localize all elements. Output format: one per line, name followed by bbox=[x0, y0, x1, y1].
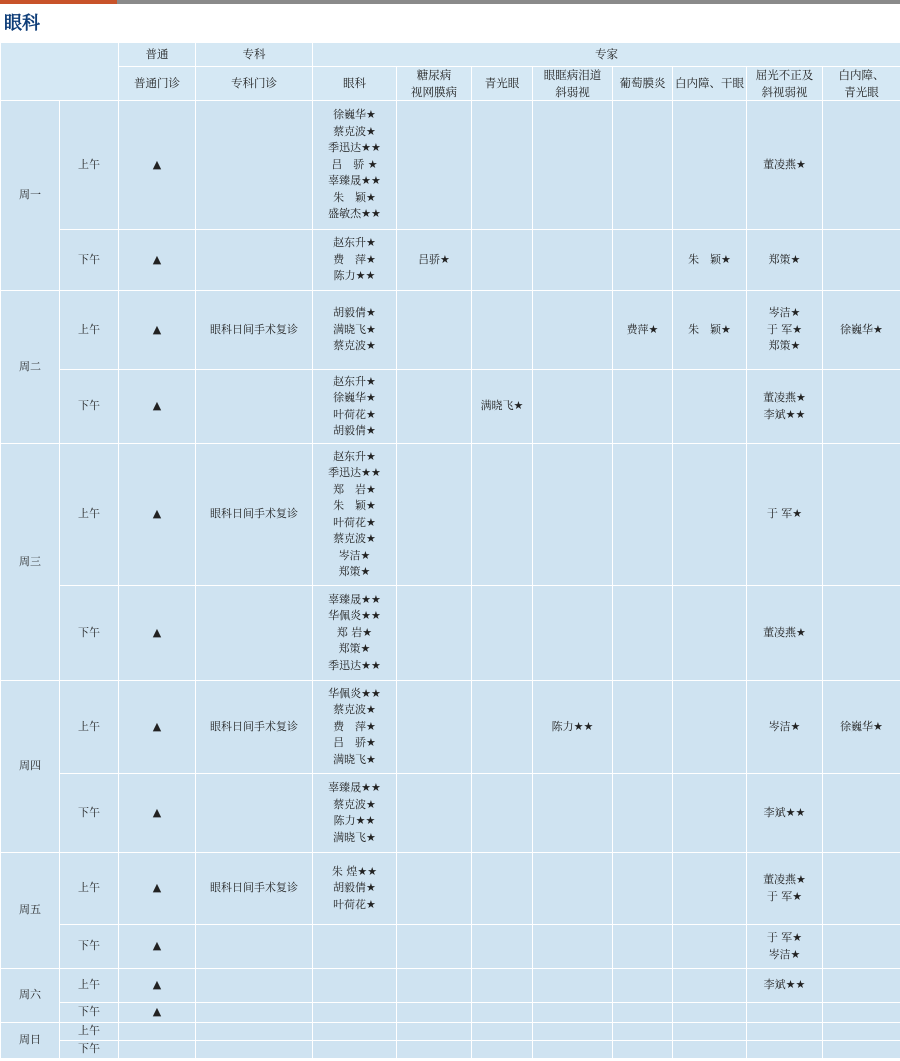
schedule-cell bbox=[613, 1040, 673, 1058]
schedule-cell bbox=[613, 969, 673, 1003]
schedule-cell bbox=[472, 101, 533, 230]
schedule-cell bbox=[313, 1003, 397, 1023]
schedule-cell bbox=[472, 291, 533, 370]
schedule-cell bbox=[673, 101, 747, 230]
top-bar-accent bbox=[0, 0, 117, 4]
day-label: 周三 bbox=[1, 444, 60, 681]
schedule-cell bbox=[397, 681, 472, 774]
schedule-cell bbox=[397, 444, 472, 586]
schedule-cell bbox=[119, 1023, 196, 1041]
schedule-cell: 眼科日间手术复诊 bbox=[196, 853, 313, 925]
table-row bbox=[1, 586, 900, 681]
schedule-cell bbox=[613, 444, 673, 586]
schedule-cell bbox=[533, 1040, 613, 1058]
schedule-cell bbox=[397, 774, 472, 853]
schedule-cell: ▲ bbox=[119, 444, 196, 586]
schedule-cell bbox=[196, 1040, 313, 1058]
schedule-cell bbox=[823, 370, 900, 444]
day-label: 周五 bbox=[1, 853, 60, 969]
schedule-cell bbox=[397, 1023, 472, 1041]
schedule-cell bbox=[613, 230, 673, 291]
schedule-cell bbox=[533, 370, 613, 444]
schedule-cell bbox=[196, 1003, 313, 1023]
schedule-cell: 赵东升★ 季迅达★★ 郑 岩★ 朱 颖★ 叶荷花★ 蔡克波★ 岑洁★ 郑策★ bbox=[313, 444, 397, 586]
schedule-cell bbox=[673, 925, 747, 969]
schedule-cell bbox=[397, 1040, 472, 1058]
schedule-cell bbox=[533, 853, 613, 925]
column-header: 眼科 bbox=[313, 67, 397, 101]
schedule-cell bbox=[313, 1023, 397, 1041]
time-label: 下午 bbox=[60, 230, 119, 291]
schedule-cell: 眼科日间手术复诊 bbox=[196, 291, 313, 370]
schedule-cell bbox=[196, 1023, 313, 1041]
column-header: 白内障、干眼 bbox=[673, 67, 747, 101]
schedule-cell bbox=[397, 969, 472, 1003]
schedule-cell bbox=[472, 1040, 533, 1058]
schedule-cell: ▲ bbox=[119, 853, 196, 925]
schedule-cell bbox=[673, 370, 747, 444]
schedule-cell bbox=[472, 444, 533, 586]
time-label: 上午 bbox=[60, 101, 119, 230]
schedule-cell bbox=[613, 586, 673, 681]
column-header: 屈光不正及 斜视弱视 bbox=[747, 67, 823, 101]
column-header: 普通门诊 bbox=[119, 67, 196, 101]
schedule-cell: 岑洁★ bbox=[747, 681, 823, 774]
day-label: 周日 bbox=[1, 1023, 60, 1059]
schedule-cell bbox=[533, 230, 613, 291]
table-row bbox=[1, 853, 900, 925]
table-row bbox=[1, 1040, 900, 1058]
schedule-cell: 岑洁★ 于 军★ 郑策★ bbox=[747, 291, 823, 370]
day-label: 周二 bbox=[1, 291, 60, 444]
schedule-cell bbox=[823, 444, 900, 586]
schedule-cell: ▲ bbox=[119, 681, 196, 774]
schedule-cell bbox=[196, 586, 313, 681]
schedule-cell: 于 军★ 岑洁★ bbox=[747, 925, 823, 969]
schedule-cell bbox=[397, 291, 472, 370]
column-header: 葡萄膜炎 bbox=[613, 67, 673, 101]
schedule-cell bbox=[196, 774, 313, 853]
schedule-cell bbox=[673, 1023, 747, 1041]
schedule-cell bbox=[472, 681, 533, 774]
time-label: 下午 bbox=[60, 1003, 119, 1023]
top-bar bbox=[0, 0, 900, 4]
schedule-cell bbox=[313, 1040, 397, 1058]
column-header: 青光眼 bbox=[472, 67, 533, 101]
schedule-cell bbox=[613, 853, 673, 925]
schedule-cell: ▲ bbox=[119, 230, 196, 291]
schedule-cell bbox=[747, 1003, 823, 1023]
schedule-cell: 赵东升★ 费 萍★ 陈力★★ bbox=[313, 230, 397, 291]
schedule-cell bbox=[196, 925, 313, 969]
schedule-cell bbox=[613, 1023, 673, 1041]
header-corner bbox=[1, 43, 119, 101]
schedule-cell bbox=[747, 1023, 823, 1041]
time-label: 上午 bbox=[60, 1023, 119, 1041]
schedule-cell: ▲ bbox=[119, 1003, 196, 1023]
schedule-cell bbox=[823, 774, 900, 853]
time-label: 上午 bbox=[60, 681, 119, 774]
schedule-cell: 董凌燕★ 于 军★ bbox=[747, 853, 823, 925]
header-group-expert: 专家 bbox=[313, 43, 900, 67]
table-row bbox=[1, 230, 900, 291]
column-header: 专科门诊 bbox=[196, 67, 313, 101]
schedule-cell: 朱 颖★ bbox=[673, 291, 747, 370]
schedule-cell bbox=[823, 853, 900, 925]
schedule-cell bbox=[823, 101, 900, 230]
schedule-cell bbox=[397, 101, 472, 230]
schedule-cell bbox=[533, 925, 613, 969]
schedule-table bbox=[0, 42, 900, 1059]
schedule-cell bbox=[673, 444, 747, 586]
schedule-cell: 于 军★ bbox=[747, 444, 823, 586]
schedule-cell bbox=[397, 853, 472, 925]
table-row bbox=[1, 444, 900, 586]
time-label: 上午 bbox=[60, 444, 119, 586]
table-row bbox=[1, 681, 900, 774]
schedule-cell bbox=[673, 681, 747, 774]
schedule-cell bbox=[533, 1003, 613, 1023]
schedule-cell: 满晓飞★ bbox=[472, 370, 533, 444]
schedule-cell: 赵东升★ 徐巍华★ 叶荷花★ 胡毅倩★ bbox=[313, 370, 397, 444]
schedule-cell bbox=[673, 853, 747, 925]
schedule-cell bbox=[533, 291, 613, 370]
schedule-cell bbox=[196, 370, 313, 444]
schedule-cell: 费萍★ bbox=[613, 291, 673, 370]
schedule-cell bbox=[673, 774, 747, 853]
schedule-cell bbox=[823, 1023, 900, 1041]
schedule-cell bbox=[472, 853, 533, 925]
schedule-cell bbox=[472, 1003, 533, 1023]
schedule-cell bbox=[472, 1023, 533, 1041]
header-group-special: 专科 bbox=[196, 43, 313, 67]
schedule-cell: 辜臻晟★★ 蔡克波★ 陈力★★ 满晓飞★ bbox=[313, 774, 397, 853]
schedule-cell: 徐巍华★ bbox=[823, 291, 900, 370]
schedule-cell: 朱 煌★★ 胡毅倩★ 叶荷花★ bbox=[313, 853, 397, 925]
schedule-cell: 董凌燕★ 李斌★★ bbox=[747, 370, 823, 444]
schedule-cell bbox=[823, 969, 900, 1003]
schedule-cell bbox=[673, 586, 747, 681]
schedule-cell: ▲ bbox=[119, 586, 196, 681]
schedule-cell bbox=[313, 925, 397, 969]
schedule-cell bbox=[613, 681, 673, 774]
schedule-cell bbox=[397, 925, 472, 969]
schedule-cell: 李斌★★ bbox=[747, 774, 823, 853]
column-header: 白内障、 青光眼 bbox=[823, 67, 900, 101]
schedule-cell bbox=[823, 1003, 900, 1023]
schedule-cell bbox=[472, 925, 533, 969]
time-label: 下午 bbox=[60, 1040, 119, 1058]
column-header: 眼眶病泪道 斜弱视 bbox=[533, 67, 613, 101]
schedule-cell: ▲ bbox=[119, 925, 196, 969]
schedule-cell bbox=[673, 969, 747, 1003]
day-label: 周四 bbox=[1, 681, 60, 853]
time-label: 上午 bbox=[60, 969, 119, 1003]
schedule-cell: 董凌燕★ bbox=[747, 101, 823, 230]
schedule-cell bbox=[533, 586, 613, 681]
schedule-cell bbox=[613, 925, 673, 969]
schedule-cell bbox=[472, 230, 533, 291]
schedule-cell bbox=[313, 969, 397, 1003]
day-label: 周一 bbox=[1, 101, 60, 291]
table-row bbox=[1, 969, 900, 1003]
schedule-cell bbox=[533, 101, 613, 230]
schedule-cell: 李斌★★ bbox=[747, 969, 823, 1003]
table-row bbox=[1, 291, 900, 370]
table-row bbox=[1, 1023, 900, 1041]
schedule-cell: 陈力★★ bbox=[533, 681, 613, 774]
schedule-cell bbox=[196, 969, 313, 1003]
time-label: 下午 bbox=[60, 370, 119, 444]
schedule-cell: ▲ bbox=[119, 370, 196, 444]
schedule-cell: 华佩炎★★ 蔡克波★ 费 萍★ 吕 骄★ 满晓飞★ bbox=[313, 681, 397, 774]
header-group-general: 普通 bbox=[119, 43, 196, 67]
schedule-cell: 吕骄★ bbox=[397, 230, 472, 291]
schedule-cell bbox=[397, 1003, 472, 1023]
schedule-cell bbox=[533, 1023, 613, 1041]
schedule-cell bbox=[823, 586, 900, 681]
schedule-cell bbox=[613, 774, 673, 853]
schedule-cell bbox=[472, 774, 533, 853]
schedule-cell bbox=[196, 101, 313, 230]
schedule-cell bbox=[472, 969, 533, 1003]
schedule-cell bbox=[397, 586, 472, 681]
schedule-cell: 董凌燕★ bbox=[747, 586, 823, 681]
table-row bbox=[1, 925, 900, 969]
schedule-cell: ▲ bbox=[119, 969, 196, 1003]
time-label: 下午 bbox=[60, 925, 119, 969]
table-row bbox=[1, 370, 900, 444]
schedule-cell: 徐巍华★ bbox=[823, 681, 900, 774]
schedule-cell: 郑策★ bbox=[747, 230, 823, 291]
schedule-cell bbox=[472, 586, 533, 681]
schedule-cell bbox=[747, 1040, 823, 1058]
schedule-cell bbox=[533, 969, 613, 1003]
column-header: 糖尿病 视网膜病 bbox=[397, 67, 472, 101]
schedule-cell bbox=[119, 1040, 196, 1058]
schedule-cell: 徐巍华★ 蔡克波★ 季迅达★★ 吕 骄 ★ 辜臻晟★★ 朱 颖★ 盛敏杰★★ bbox=[313, 101, 397, 230]
schedule-cell bbox=[533, 774, 613, 853]
time-label: 上午 bbox=[60, 853, 119, 925]
table-row bbox=[1, 774, 900, 853]
schedule-cell bbox=[397, 370, 472, 444]
schedule-cell bbox=[533, 444, 613, 586]
schedule-cell bbox=[673, 1003, 747, 1023]
time-label: 下午 bbox=[60, 586, 119, 681]
schedule-cell bbox=[823, 925, 900, 969]
page-title: 眼科 bbox=[4, 13, 40, 34]
schedule-cell: ▲ bbox=[119, 101, 196, 230]
schedule-cell bbox=[196, 230, 313, 291]
time-label: 下午 bbox=[60, 774, 119, 853]
schedule-cell bbox=[823, 1040, 900, 1058]
schedule-cell: 辜臻晟★★ 华佩炎★★ 郑 岩★ 郑策★ 季迅达★★ bbox=[313, 586, 397, 681]
time-label: 上午 bbox=[60, 291, 119, 370]
day-label: 周六 bbox=[1, 969, 60, 1023]
schedule-cell: ▲ bbox=[119, 291, 196, 370]
schedule-cell: 胡毅倩★ 满晓飞★ 蔡克波★ bbox=[313, 291, 397, 370]
schedule-cell: ▲ bbox=[119, 774, 196, 853]
table-row bbox=[1, 101, 900, 230]
table-row bbox=[1, 1003, 900, 1023]
schedule-cell bbox=[823, 230, 900, 291]
schedule-cell bbox=[613, 101, 673, 230]
schedule-cell: 眼科日间手术复诊 bbox=[196, 444, 313, 586]
schedule-cell bbox=[673, 1040, 747, 1058]
schedule-cell bbox=[613, 1003, 673, 1023]
schedule-cell: 眼科日间手术复诊 bbox=[196, 681, 313, 774]
schedule-cell bbox=[613, 370, 673, 444]
schedule-cell: 朱 颖★ bbox=[673, 230, 747, 291]
